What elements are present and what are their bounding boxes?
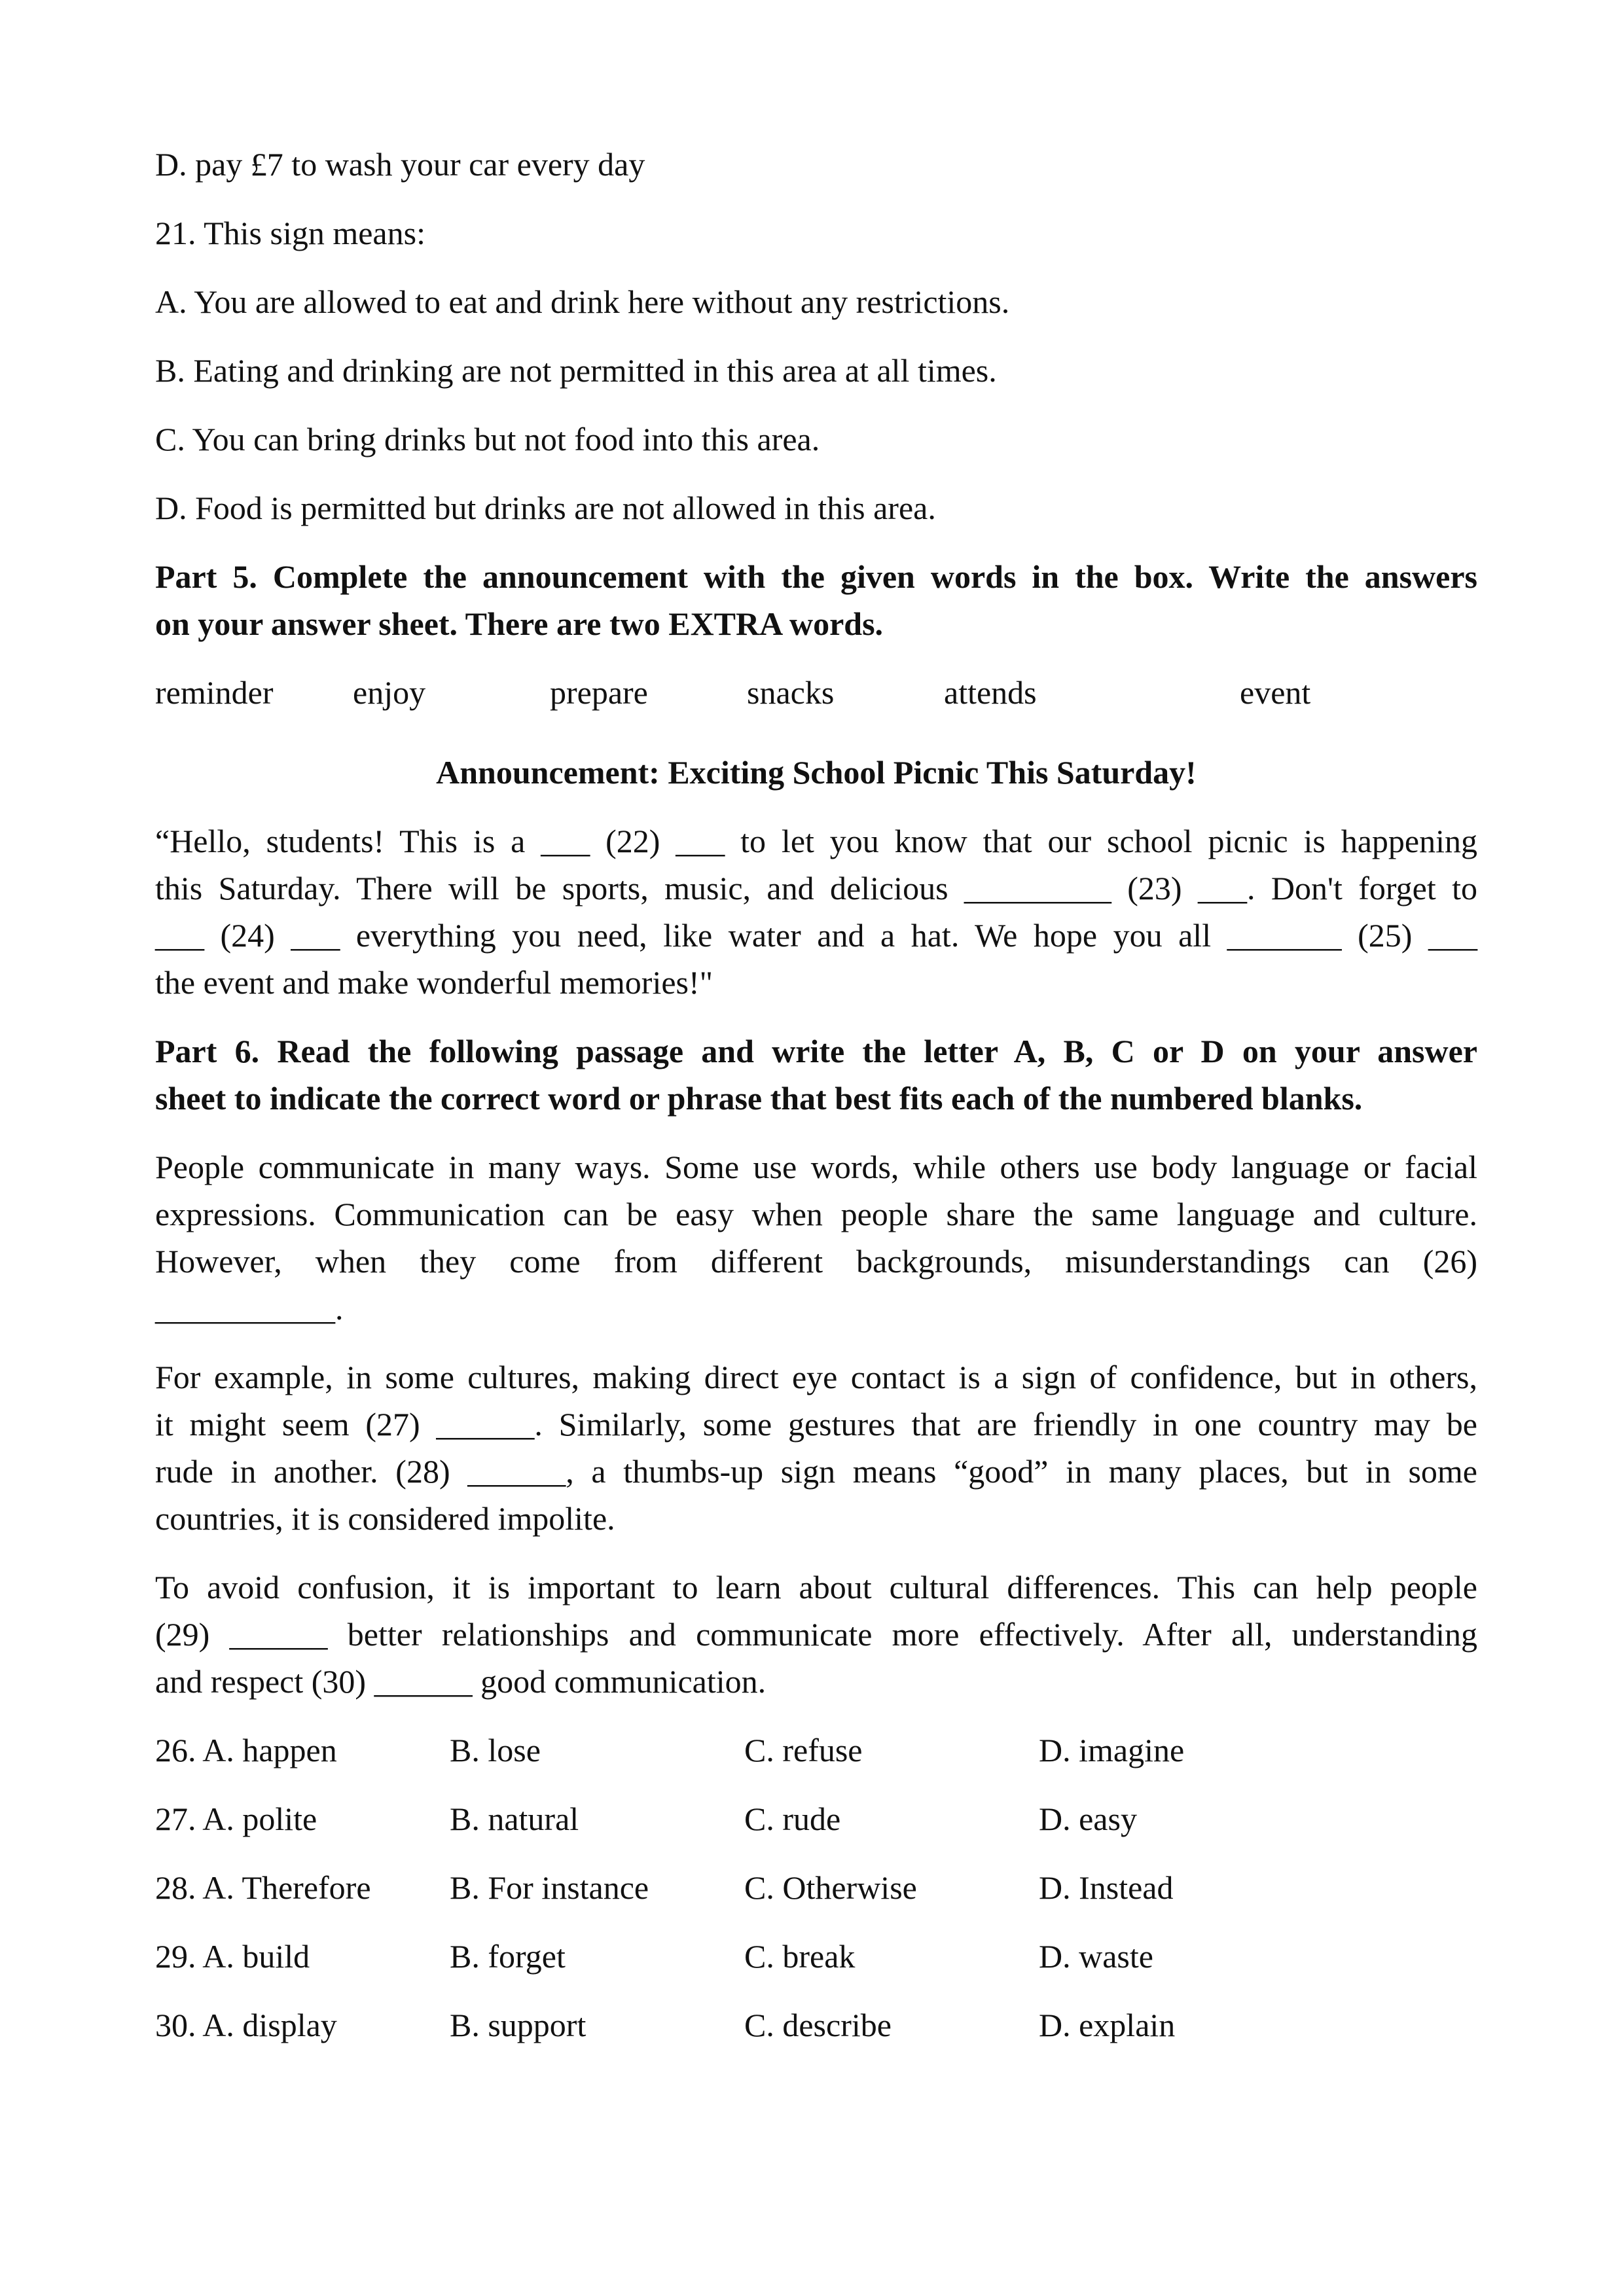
part5-instruction-line: on your answer sheet. There are two EXTRA words. bbox=[155, 605, 884, 642]
word-box-item: prepare bbox=[550, 674, 648, 711]
passage-line: People communicate in many ways. Some use words, while others use body language or facial bbox=[155, 1149, 1477, 1185]
option-c: C. refuse bbox=[744, 1732, 863, 1768]
option-b: B. natural bbox=[450, 1801, 579, 1837]
part5-instruction bbox=[155, 553, 1477, 647]
option-a: 30. A. display bbox=[155, 2007, 337, 2043]
passage-line: it might seem (27) ______. Similarly, some gestures that are friendly in one country may be bbox=[155, 1406, 1477, 1443]
announcement-line: “Hello, students! This is a ___ (22) ___ to let you know that our school picnic is happening bbox=[155, 823, 1477, 859]
question-row-30 bbox=[155, 2001, 1477, 2049]
option-d: D. Instead bbox=[1039, 1869, 1174, 1906]
q21-option-c: C. You can bring drinks but not food into this area. bbox=[155, 421, 820, 457]
question-row-27 bbox=[155, 1795, 1477, 1842]
option-c: C. break bbox=[744, 1938, 856, 1975]
exam-page bbox=[155, 141, 1477, 2070]
announcement-title: Announcement: Exciting School Picnic This Saturday! bbox=[436, 754, 1197, 791]
option-d: D. waste bbox=[1039, 1938, 1153, 1975]
option-b: B. support bbox=[450, 2007, 586, 2043]
option-d: D. imagine bbox=[1039, 1732, 1185, 1768]
q21-option-b: B. Eating and drinking are not permitted in this area at all times. bbox=[155, 352, 997, 389]
option-a: 29. A. build bbox=[155, 1938, 310, 1975]
option-b: B. lose bbox=[450, 1732, 541, 1768]
passage-line: and respect (30) ______ good communication. bbox=[155, 1663, 767, 1700]
option-b: B. For instance bbox=[450, 1869, 649, 1906]
option-c: C. rude bbox=[744, 1801, 841, 1837]
part5-instruction-line: Part 5. Complete the announcement with the given words in the box. Write the answers bbox=[155, 558, 1477, 595]
option-d: D. easy bbox=[1039, 1801, 1137, 1837]
passage-line: To avoid confusion, it is important to learn about cultural differences. This can help people bbox=[155, 1569, 1477, 1605]
word-box-item: reminder bbox=[155, 674, 274, 711]
part6-instruction-line: sheet to indicate the correct word or phrase that best fits each of the numbered blanks. bbox=[155, 1080, 1363, 1117]
word-box-item: snacks bbox=[747, 674, 835, 711]
passage-line: countries, it is considered impolite. bbox=[155, 1500, 615, 1537]
q20-option-d: D. pay £7 to wash your car every day bbox=[155, 146, 645, 183]
word-box-item: event bbox=[1240, 674, 1311, 711]
part5-word-box bbox=[155, 669, 1477, 716]
option-a: 28. A. Therefore bbox=[155, 1869, 371, 1906]
word-box-item: enjoy bbox=[353, 674, 426, 711]
passage-line: rude in another. (28) ______, a thumbs-up sign means “good” in many places, but in some bbox=[155, 1453, 1477, 1490]
option-b: B. forget bbox=[450, 1938, 566, 1975]
q21-option-a: A. You are allowed to eat and drink here without any restrictions. bbox=[155, 283, 1010, 320]
question-row-29 bbox=[155, 1933, 1477, 1980]
option-a: 26. A. happen bbox=[155, 1732, 337, 1768]
word-box-item: attends bbox=[944, 674, 1037, 711]
question-row-26 bbox=[155, 1727, 1477, 1774]
passage-paragraph bbox=[155, 1143, 1477, 1332]
passage-paragraph bbox=[155, 1354, 1477, 1542]
option-a: 27. A. polite bbox=[155, 1801, 317, 1837]
option-c: C. describe bbox=[744, 2007, 892, 2043]
passage-line: (29) ______ better relationships and communicate more effectively. After all, understanding bbox=[155, 1616, 1477, 1653]
q21-option-d: D. Food is permitted but drinks are not allowed in this area. bbox=[155, 490, 936, 526]
q21-question: 21. This sign means: bbox=[155, 215, 425, 251]
passage-paragraph bbox=[155, 1564, 1477, 1705]
part6-instruction bbox=[155, 1028, 1477, 1122]
passage-line: For example, in some cultures, making direct eye contact is a sign of confidence, but in others, bbox=[155, 1359, 1477, 1395]
announcement-line: the event and make wonderful memories!" bbox=[155, 964, 713, 1001]
part6-instruction-line: Part 6. Read the following passage and write the letter A, B, C or D on your answer bbox=[155, 1033, 1477, 1069]
question-row-28 bbox=[155, 1864, 1477, 1911]
passage-line: expressions. Communication can be easy when people share the same language and culture. bbox=[155, 1196, 1477, 1232]
announcement-text bbox=[155, 817, 1477, 1006]
announcement-line: this Saturday. There will be sports, music, and delicious _________ (23) ___. Don't forget to bbox=[155, 870, 1477, 906]
passage-line: ___________. bbox=[155, 1290, 344, 1327]
option-d: D. explain bbox=[1039, 2007, 1176, 2043]
passage-line: However, when they come from different backgrounds, misunderstandings can (26) bbox=[155, 1243, 1477, 1280]
option-c: C. Otherwise bbox=[744, 1869, 917, 1906]
announcement-line: ___ (24) ___ everything you need, like water and a hat. We hope you all _______ (25) ___ bbox=[155, 917, 1477, 954]
